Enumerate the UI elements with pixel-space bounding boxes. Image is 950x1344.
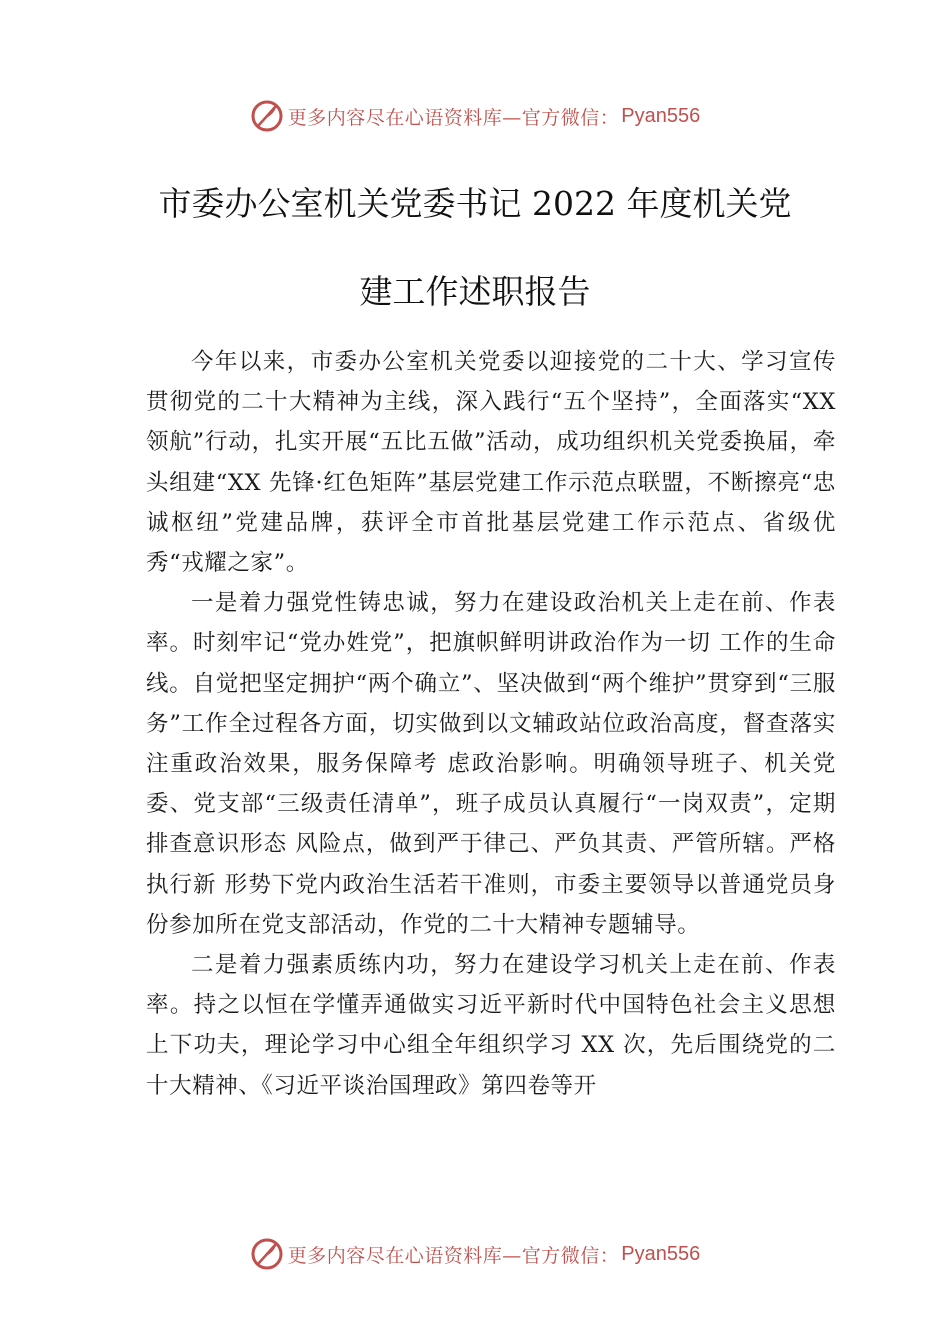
- watermark-header: [0, 96, 950, 136]
- watermark-text: 更多内容尽在心语资料库—官方微信：: [287, 106, 620, 129]
- title-line-1: 市委办公室机关党委书记 2022 年度机关党: [158, 184, 792, 223]
- paragraph-point-1: 一是着力强党性铸忠诚，努力在建设政治机关上走在前、作表率。时刻牢记“党办姓党”，把旗帜鲜明讲政治作为一切 工作的生命线。自觉把坚定拥护“两个确立”、坚决做到“两个维护”贯穿到“三服务”工作全过程各方面，切实做到以文辅政站位政治高度，督查落实注重政治效果，服务保障考 虑政治影响。明确领导班子、机关党委、党支部“三级责任清单”，班子成员认真履行“一岗双责”，定期排查意识形态 风险点，做到严于律己、严负其责、严管所辖。严格执行新 形势下党内政治生活若干准则，市委主要领导以普通党员身 份参加所在党支部活动，作党的二十大精神专题辅导。: [146, 590, 836, 938]
- feather-logo-icon: [250, 1237, 284, 1271]
- watermark-text: 更多内容尽在心语资料库—官方微信：: [287, 1244, 620, 1267]
- paragraph-intro: 今年以来，市委办公室机关党委以迎接党的二十大、学习宣传贯彻党的二十大精神为主线，深入践行“五个坚持”，全面落实“XX 领航”行动，扎实开展“五比五做”活动，成功组织机关党委换届，牵头组建“XX 先锋·红色矩阵”基层党建工作示范点联盟，不断擦亮“忠诚枢纽”党建品牌，获评全市首批基层党建工作示范点、省级优秀“戎耀之家”。: [146, 349, 836, 577]
- watermark-wechat-id: Pyan556: [621, 104, 701, 127]
- feather-logo-icon: [250, 99, 284, 133]
- document-body: [146, 342, 836, 1106]
- paragraph-point-2: 二是着力强素质练内功，努力在建设学习机关上走在前、作表率。持之以恒在学懂弄通做实习近平新时代中国特色社会主义思想上下功夫，理论学习中心组全年组织学习 XX 次，先后围绕党的二十大精神、《习近平谈治国理政》第四卷等开: [146, 952, 836, 1099]
- watermark-footer: [0, 1234, 950, 1274]
- title-line-2: 建工作述职报告: [359, 272, 591, 311]
- watermark-wechat-id: Pyan556: [621, 1242, 701, 1265]
- document-title: [0, 160, 950, 336]
